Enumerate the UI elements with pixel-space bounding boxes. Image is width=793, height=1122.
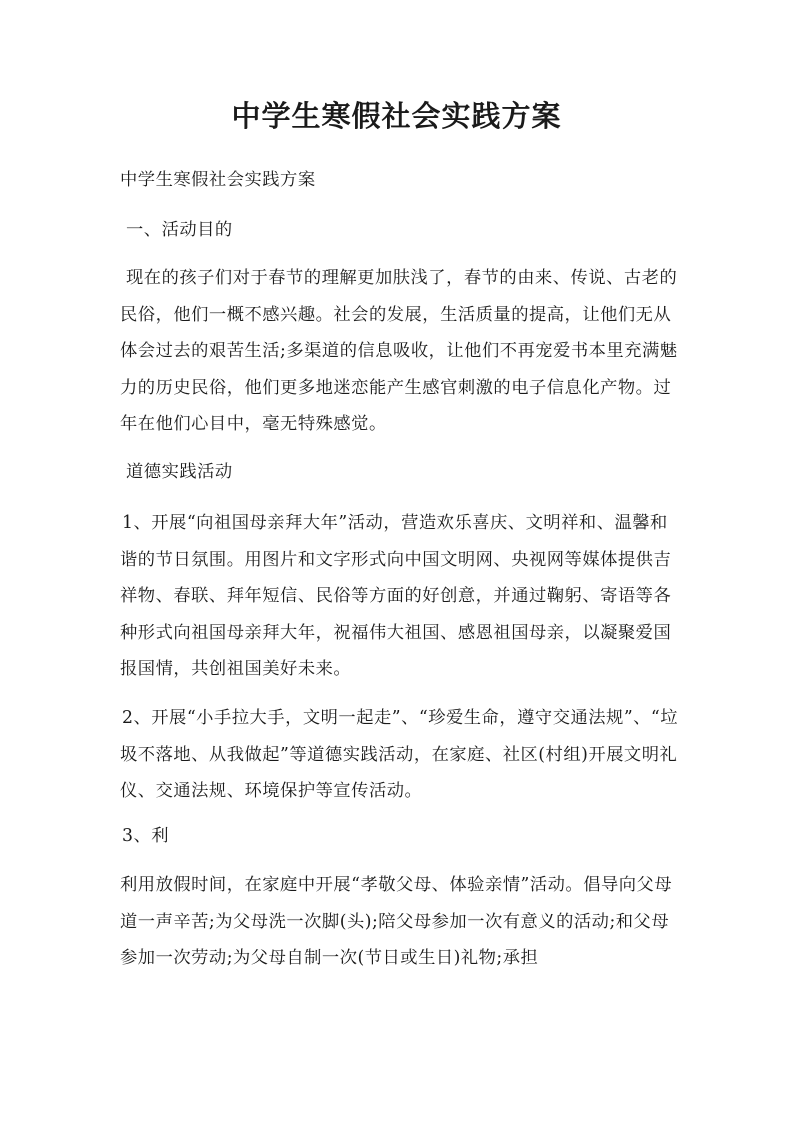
document-title: 中学生寒假社会实践方案 [231,99,562,133]
paragraph-activity-1: 1、开展“向祖国母亲拜大年”活动，营造欢乐喜庆、文明祥和、温馨和谐的节日氛围。用图片和文字形式向中国文明网、央视网等媒体提供吉祥物、春联、拜年短信、民俗等方面的好创意，并通过鞠躬、寄语等各种形式向祖国母亲拜大年，祝福伟大祖国、感恩祖国母亲，以凝聚爱国报国情，共创祖国美好未来。 [120,513,672,679]
section-heading-moral-practice: 道德实践活动 [126,462,233,482]
section-heading-purpose: 一、活动目的 [126,220,233,240]
document-subtitle: 中学生寒假社会实践方案 [120,170,316,190]
paragraph-activity-2: 2、开展“小手拉大手，文明一起走”、“珍爱生命，遵守交通法规”、“垃圾不落地、从我做起”等道德实践活动，在家庭、社区(村组)开展文明礼仪、交通法规、环境保护等宣传活动。 [120,708,679,801]
paragraph-activity-3: 利用放假时间，在家庭中开展“孝敬父母、体验亲情”活动。倡导向父母道一声辛苦;为父母洗一次脚(头);陪父母参加一次有意义的活动;和父母参加一次劳动;为父母自制一次(节日或生日)礼物;承担 [120,875,673,968]
section-heading-activity-3: 3、利 [122,826,170,846]
paragraph-purpose: 现在的孩子们对于春节的理解更加肤浅了，春节的由来、传说、古老的民俗，他们一概不感兴趣。社会的发展，生活质量的提高，让他们无从体会过去的艰苦生活;多渠道的信息吸收，让他们不再宠爱书本里充满魅力的历史民俗，他们更多地迷恋能产生感官刺激的电子信息化产物。过年在他们心目中，毫无特殊感觉。 [120,268,678,434]
